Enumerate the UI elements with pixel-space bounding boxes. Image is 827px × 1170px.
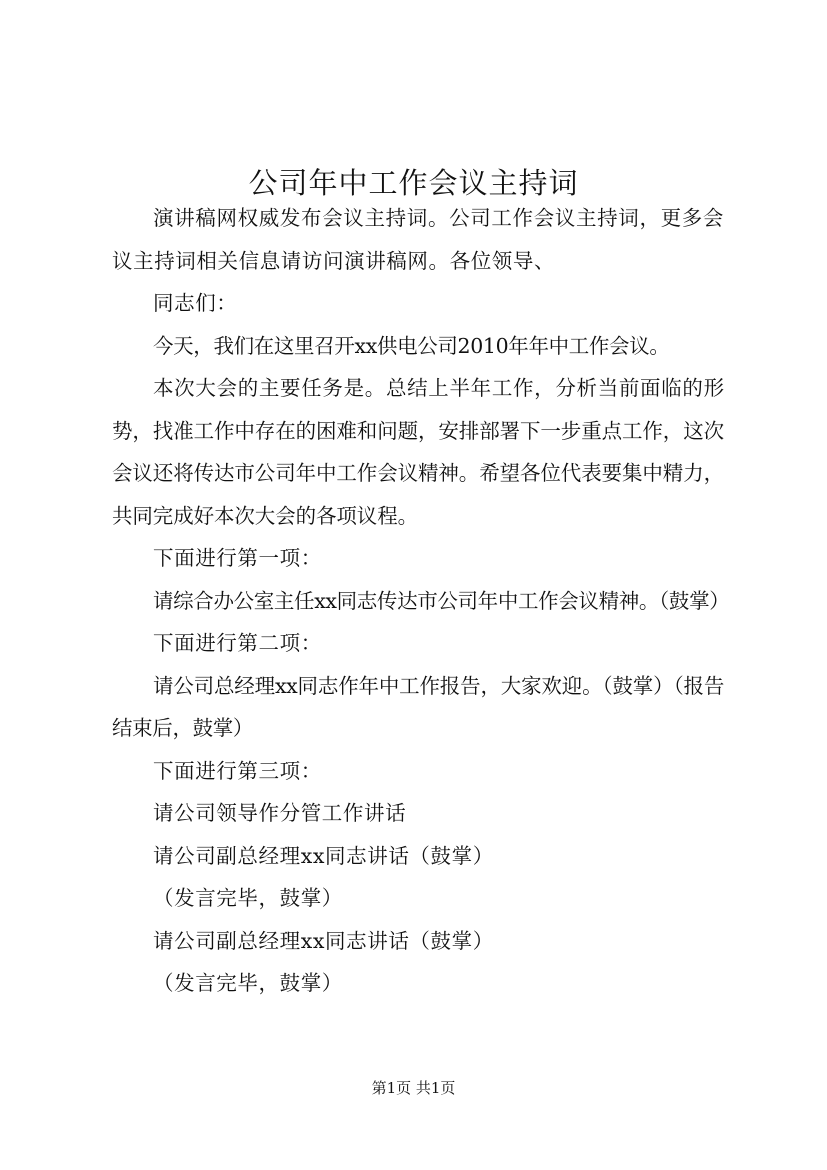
paragraph-item-two-heading: 下面进行第二项： bbox=[153, 631, 322, 655]
paragraph-speech-one-end: （发言完毕，鼓掌） bbox=[153, 886, 343, 910]
document-title: 公司年中工作会议主持词 bbox=[248, 166, 579, 201]
document-body bbox=[112, 197, 730, 1005]
paragraph-speech-two-end: （发言完毕，鼓掌） bbox=[153, 971, 343, 995]
paragraph-speech-two: 请公司副总经理xx同志讲话（鼓掌） bbox=[153, 928, 494, 953]
paragraph-item-three-content: 请公司领导作分管工作讲话 bbox=[153, 801, 407, 825]
paragraph-main-tasks: 本次大会的主要任务是。总结上半年工作，分析当前面临的形势，找准工作中存在的困难和问题，安排部署下一步重点工作，这次会议还将传达市公司年中工作会议精神。希望各位代表要集中精力，共同完成好本次大会的各项议程。 bbox=[112, 376, 724, 528]
paragraph-intro: 演讲稿网权威发布会议主持词。公司工作会议主持词，更多会议主持词相关信息请访问演讲稿网。各位领导、 bbox=[112, 206, 724, 273]
paragraph-item-three-heading: 下面进行第三项： bbox=[153, 758, 322, 783]
paragraph-salutation: 同志们： bbox=[153, 291, 238, 315]
page-footer: 第1页 共1页 bbox=[371, 1079, 456, 1097]
paragraph-item-one-heading: 下面进行第一项： bbox=[153, 546, 322, 570]
paragraph-item-one-content: 请综合办公室主任xx同志传达市公司年中工作会议精神。（鼓掌） bbox=[153, 588, 730, 613]
paragraph-opening: 今天，我们在这里召开xx供电公司2010年年中工作会议。 bbox=[153, 333, 670, 358]
paragraph-speech-one: 请公司副总经理xx同志讲话（鼓掌） bbox=[153, 843, 494, 868]
paragraph-item-two-content: 请公司总经理xx同志作年中工作报告，大家欢迎。（鼓掌）（报告结束后，鼓掌） bbox=[112, 673, 724, 740]
